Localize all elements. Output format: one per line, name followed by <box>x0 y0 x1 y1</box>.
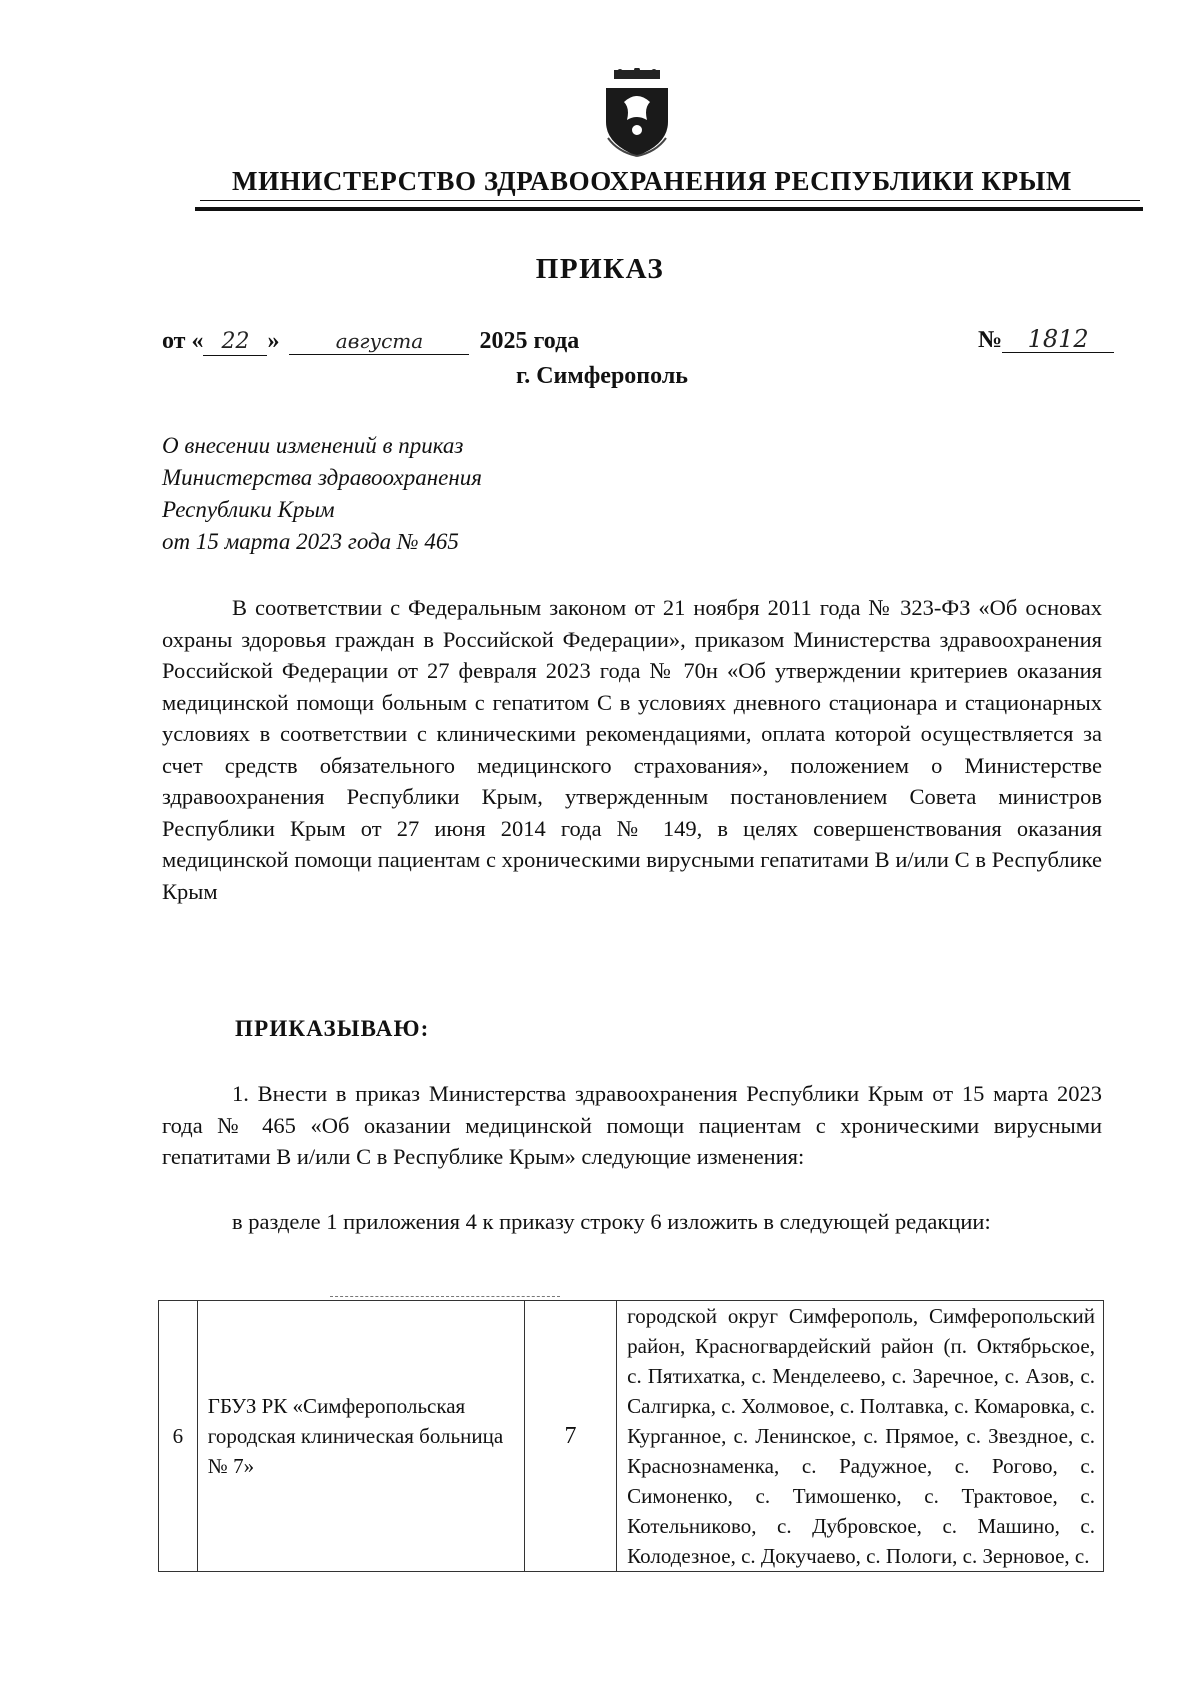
header-rule-thick <box>195 207 1143 211</box>
ministry-title: МИНИСТЕРСТВО ЗДРАВООХРАНЕНИЯ РЕСПУБЛИКИ КРЫМ <box>232 166 1072 196</box>
subject-line: от 15 марта 2023 года № 465 <box>162 529 459 554</box>
served-areas: городской округ Симферополь, Симферопольский район, Красногвардейский район (п. Октябрьское, с. Пятихатка, с. Менделеево, с. Заречное, с. Азов, с. Салгирка, с. Холмовое, с. Полтавка, с. Комаровка, с. Курганное, с. Ленинское, с. Прямое, с. Звездное, с. Краснознаменка, с. Радужное, с. Рогово, с. Симоненко, с. Тимошенко, с. Трактовое, с. Котельниково, с. Дубровское, с. Машино, с. Колодезное, с. Докучаево, с. Пологи, с. Зерновое, с. <box>617 1301 1104 1572</box>
number-handwritten: 1812 <box>1002 326 1114 353</box>
table-row <box>159 1301 1104 1572</box>
date-day-handwritten: 22 <box>203 329 267 356</box>
order-word: ПРИКАЗЫВАЮ: <box>235 1016 430 1041</box>
date-mid: » <box>267 328 280 354</box>
number-prefix: № <box>978 327 1003 353</box>
subject-line: О внесении изменений в приказ <box>162 433 464 458</box>
table-top-rule <box>330 1296 560 1297</box>
header-rule-thin <box>200 200 1140 201</box>
order-number <box>978 326 1114 354</box>
date-year: 2025 года <box>479 328 580 354</box>
subject-line: Министерства здравоохранения <box>162 465 482 490</box>
row-number: 6 <box>159 1301 198 1572</box>
item-1-note: в разделе 1 приложения 4 к приказу строку 6 изложить в следующей редакции: <box>232 1209 991 1234</box>
document-type: ПРИКАЗ <box>535 253 665 285</box>
date-month-handwritten: августа <box>289 328 469 355</box>
city: г. Симферополь <box>516 363 688 389</box>
subject-block <box>162 430 482 558</box>
order-date <box>162 328 579 356</box>
item-1-paragraph: 1. Внести в приказ Министерства здравоохранения Республики Крым от 15 марта 2023 года № 465 «Об оказании медицинской помощи пациентам с хроническими вирусными гепатитами В и/или С в Республике Крым» следующие изменения: <box>162 1081 1102 1169</box>
preamble-paragraph: В соответствии с Федеральным законом от 21 ноября 2011 года № 323-ФЗ «Об основах охраны здоровья граждан в Российской Федерации», приказом Министерства здравоохранения Российской Федерации от 27 февраля 2023 года № 70н «Об утверждении критериев оказания медицинской помощи больным с гепатитом С в условиях дневного стационара и стационарных условиях в соответствии с клиническими рекомендациями, оплата которой осуществляется за счет средств обязательного медицинского страхования», положением о Министерстве здравоохранения Республики Крым, утвержденным постановлением Совета министров Республики Крым от 27 июня 2014 года № 149, в целях совершенствования оказания медицинской помощи пациентам с хроническими вирусными гепатитами В и/или С в Республике Крым <box>162 595 1102 904</box>
coat-of-arms-icon <box>600 68 674 158</box>
row-count: 7 <box>524 1301 616 1572</box>
amendment-table <box>158 1300 1104 1572</box>
institution-name: ГБУЗ РК «Симферопольская городская клиническая больница № 7» <box>197 1301 524 1572</box>
date-prefix: от « <box>162 328 204 354</box>
subject-line: Республики Крым <box>162 497 335 522</box>
